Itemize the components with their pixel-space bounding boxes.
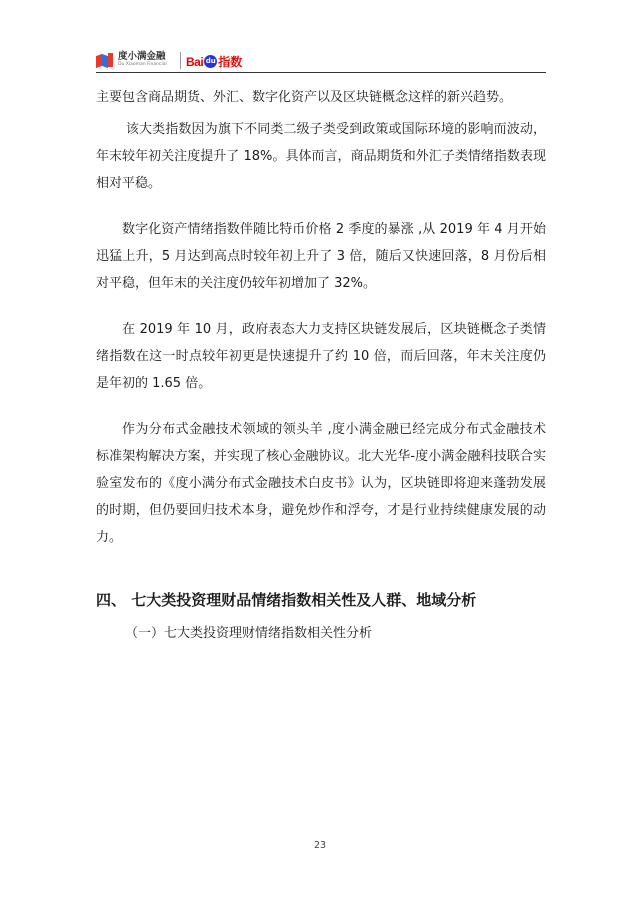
paragraph-4: 在 2019 年 10 月，政府表态大力支持区块链发展后，区块链概念子类情绪指数在这一时点较年初更是快速提升了约 10 倍，而后回落，年末关注度仍是年初的 1.65 倍。 xyxy=(96,322,546,391)
logo-divider xyxy=(180,52,181,69)
paragraph-5: 作为分布式金融技术领域的领头羊 ,度小满金融已经完成分布式金融技术标准架构解决方案，并实现了核心金融协议。北大光华-度小满金融科技联合实验室发布的《度小满分布式金融技术白皮书》认为，区块链即将迎来蓬勃发展的时期，但仍要回归技术本身，避免炒作和浮夸，才是行业持续健康发展的动力。 xyxy=(96,422,546,545)
baidu-paw-icon: du xyxy=(204,55,217,68)
page-number: 23 xyxy=(313,840,327,851)
paragraph-3: 数字化资产情绪指数伴随比特币价格 2 季度的暴涨 ,从 2019 年 4 月开始迅猛上升，5 月达到高点时较年初上升了 3 倍，随后又快速回落，8 月份后相对平稳，但年末的关注度仍较年初增加了 32%。 xyxy=(96,222,546,291)
subsection-heading: （一）七大类投资理财情绪指数相关性分析 xyxy=(125,626,373,641)
baidu-index-label: 指数 xyxy=(218,55,243,69)
baidu-index-logo xyxy=(186,53,242,70)
section-heading: 四、 七大类投资理财品情绪指数相关性及人群、地域分析 xyxy=(96,591,477,609)
du-xiaoman-logo-icon xyxy=(96,53,114,67)
page-header xyxy=(96,50,546,74)
du-xiaoman-logo-subtext: Du Xiaoman Financial xyxy=(118,61,167,67)
baidu-logo-bai: Bai xyxy=(186,54,204,69)
du-xiaoman-logo-text: 度小满金融 xyxy=(118,51,166,62)
paragraph-2: 该大类指数因为旗下不同类二级子类受到政策或国际环境的影响而波动，年末较年初关注度提升了 18%。具体而言，商品期货和外汇子类情绪指数表现相对平稳。 xyxy=(96,122,546,191)
du-xiaoman-logo xyxy=(96,52,167,67)
header-rule xyxy=(96,72,546,73)
paragraph-1: 主要包含商品期货、外汇、数字化资产以及区块链概念这样的新兴趋势。 xyxy=(96,90,513,105)
